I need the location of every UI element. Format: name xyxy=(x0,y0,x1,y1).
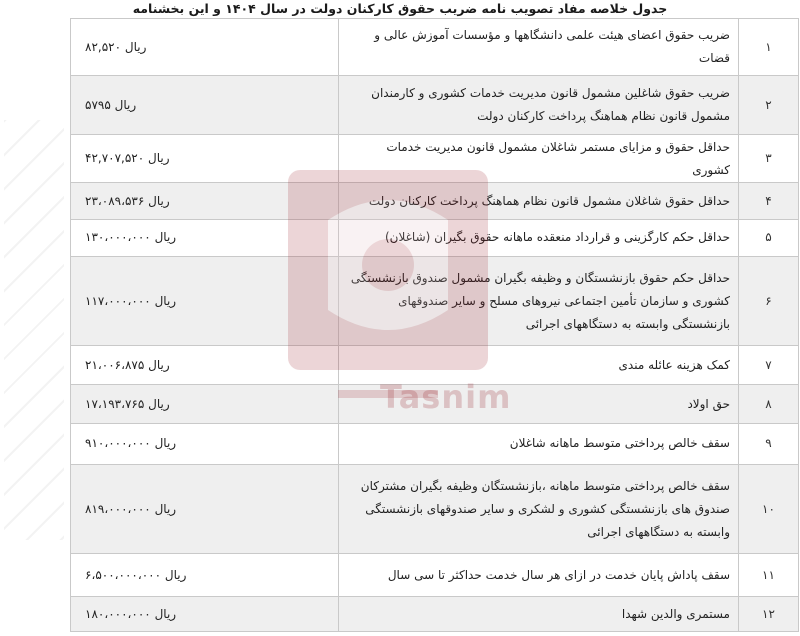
table-row xyxy=(71,554,799,597)
row-amount: ۱۱۷،۰۰۰،۰۰۰ ریال xyxy=(71,256,339,346)
row-title: مستمری والدین شهدا xyxy=(339,597,739,632)
row-title: سقف پاداش پایان خدمت در ازای هر سال خدمت حداکثر تا سی سال xyxy=(339,554,739,597)
row-number: ۵ xyxy=(739,219,799,256)
table-row xyxy=(71,183,799,220)
row-number: ۶ xyxy=(739,256,799,346)
row-title: حداقل حقوق شاغلان مشمول قانون نظام هماهنگ پرداخت کارکنان دولت xyxy=(339,183,739,220)
row-title: حداقل حکم حقوق بازنشستگان و وظیفه بگیران مشمول صندوق بازنشستگی کشوری و سازمان تأمین اجتماعی نیروهای مسلح و سایر صندوقهای بازنشستگی وابسته به دستگاههای اجرائی xyxy=(339,256,739,346)
row-title: ضریب حقوق اعضای هیئت علمی دانشگاهها و مؤسسات آموزش عالی و قضات xyxy=(339,19,739,76)
row-number: ۱۱ xyxy=(739,554,799,597)
row-amount: ۴۲,۷۰۷,۵۲۰ ریال xyxy=(71,135,339,183)
table-row xyxy=(71,385,799,424)
table-row xyxy=(71,256,799,346)
table-row xyxy=(71,135,799,183)
row-number: ۹ xyxy=(739,423,799,464)
row-title: حداقل حکم کارگزینی و قرارداد منعقده ماهانه حقوق بگیران (شاغلان) xyxy=(339,219,739,256)
page-title: جدول خلاصه مفاد تصویب نامه ضریب حقوق کارکنان دولت در سال ۱۴۰۴ و این بخشنامه xyxy=(132,1,668,16)
row-number: ۴ xyxy=(739,183,799,220)
row-number: ۷ xyxy=(739,346,799,385)
table-row xyxy=(71,346,799,385)
row-amount: ۱۳۰،۰۰۰،۰۰۰ ریال xyxy=(71,219,339,256)
row-title: کمک هزینه عائله مندی xyxy=(339,346,739,385)
table-row xyxy=(71,597,799,632)
row-number: ۱ xyxy=(739,19,799,76)
row-title: سقف خالص پرداختی متوسط ماهانه ،بازنشستگان وظیفه بگیران مشترکان صندوق های بازنشستگی کشوری و لشکری و سایر صندوقهای بازنشستگی وابسته به دستگاههای اجرائی xyxy=(339,464,739,554)
row-title: حق اولاد xyxy=(339,385,739,424)
row-amount: ۱۷،۱۹۳،۷۶۵ ریال xyxy=(71,385,339,424)
row-amount: ۸۱۹،۰۰۰،۰۰۰ ریال xyxy=(71,464,339,554)
watermark-text: Tasnim xyxy=(380,378,512,416)
table-row xyxy=(71,219,799,256)
row-amount: ۱۸۰،۰۰۰،۰۰۰ ریال xyxy=(71,597,339,632)
table-row xyxy=(71,19,799,76)
row-amount: ۲۱،۰۰۶،۸۷۵ ریال xyxy=(71,346,339,385)
row-title: سقف خالص پرداختی متوسط ماهانه شاغلان xyxy=(339,423,739,464)
row-title: حداقل حقوق و مزایای مستمر شاغلان مشمول قانون مدیریت خدمات کشوری xyxy=(339,135,739,183)
table-row xyxy=(71,423,799,464)
row-number: ۳ xyxy=(739,135,799,183)
row-number: ۲ xyxy=(739,76,799,135)
row-title: ضریب حقوق شاغلین مشمول قانون مدیریت خدمات کشوری و کارمندان مشمول قانون نظام هماهنگ پرداخت کارکنان دولت xyxy=(339,76,739,135)
table-row xyxy=(71,76,799,135)
row-number: ۱۰ xyxy=(739,464,799,554)
row-amount: ۸۲,۵۲۰ ریال xyxy=(71,19,339,76)
row-amount: ۵۷۹۵ ریال xyxy=(71,76,339,135)
row-number: ۱۲ xyxy=(739,597,799,632)
table-row xyxy=(71,464,799,554)
row-amount: ۹۱۰،۰۰۰،۰۰۰ ریال xyxy=(71,423,339,464)
row-amount: ۲۳،۰۸۹،۵۳۶ ریال xyxy=(71,183,339,220)
summary-table xyxy=(70,18,799,632)
row-amount: ۶،۵۰۰،۰۰۰،۰۰۰ ریال xyxy=(71,554,339,597)
row-number: ۸ xyxy=(739,385,799,424)
side-watermark-pattern xyxy=(4,120,64,540)
